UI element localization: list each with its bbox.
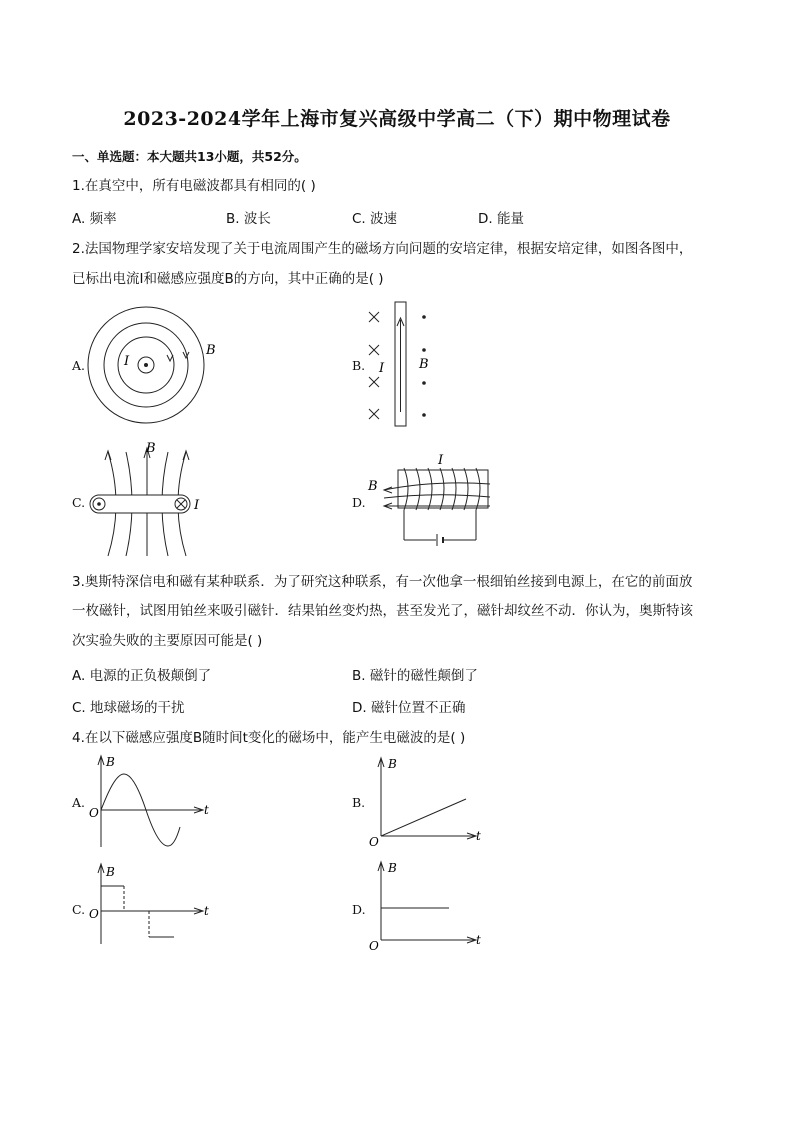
- q4-stem: 4.在以下磁感应强度B随时间t变化的磁场中，能产生电磁波的是( ): [72, 730, 466, 746]
- q2-figure-b: [364, 300, 444, 430]
- q4-label-c[interactable]: C.: [72, 902, 86, 917]
- q2-label-d[interactable]: D.: [352, 495, 366, 510]
- q2-stem-line1: 2.法国物理学家安培发现了关于电流周围产生的磁场方向问题的安培定律，根据安培定律，如图各图中，: [72, 241, 693, 257]
- q2c-current-symbol: I: [194, 498, 200, 513]
- q2-stem-line2: 已标出电流I和磁感应强度B的方向，其中正确的是( ): [72, 271, 384, 287]
- q2d-current-symbol: I: [438, 453, 444, 468]
- q4-graph-b: [366, 754, 496, 850]
- q4d-x-axis-label: t: [476, 933, 481, 947]
- q4b-origin-label: O: [369, 835, 379, 849]
- q1-option-c[interactable]: C. 波速: [352, 211, 398, 227]
- q2b-current-symbol: I: [379, 361, 385, 376]
- q4-graph-a: [86, 752, 216, 852]
- section-heading: 一、单选题：本大题共13小题，共52分。: [72, 149, 307, 164]
- q4-label-d[interactable]: D.: [352, 902, 366, 917]
- q3-option-a[interactable]: A. 电源的正负极颠倒了: [72, 668, 212, 684]
- q4b-x-axis-label: t: [476, 829, 481, 843]
- q3-option-c[interactable]: C. 地球磁场的干扰: [72, 700, 185, 716]
- q2-label-b[interactable]: B.: [352, 358, 366, 373]
- q3-option-b[interactable]: B. 磁针的磁性颠倒了: [352, 668, 478, 684]
- q2-label-c[interactable]: C.: [72, 495, 86, 510]
- q3-stem-line1: 3.奥斯特深信电和磁有某种联系．为了研究这种联系，有一次他拿一根细铂丝接到电源上，在它的前面放: [72, 574, 693, 590]
- q2-figure-c: [86, 438, 216, 560]
- q1-option-d[interactable]: D. 能量: [478, 211, 524, 227]
- q2-label-a[interactable]: A.: [72, 358, 86, 373]
- exam-title: 2023-2024学年上海市复兴高级中学高二（下）期中物理试卷: [123, 108, 671, 130]
- q4a-x-axis-label: t: [204, 803, 209, 817]
- q4a-origin-label: O: [89, 806, 99, 820]
- q4d-y-axis-label: B: [388, 861, 397, 875]
- q2a-field-symbol: B: [206, 343, 216, 358]
- q4-graph-c: [86, 860, 216, 948]
- q4-label-a[interactable]: A.: [72, 795, 86, 810]
- q4c-y-axis-label: B: [106, 865, 115, 879]
- q4a-y-axis-label: B: [106, 755, 115, 769]
- q3-stem-line2: 一枚磁针，试图用铂丝来吸引磁针．结果铂丝变灼热，甚至发光了，磁针却纹丝不动．你认为，奥斯特该: [72, 603, 693, 619]
- q3-stem-line3: 次实验失败的主要原因可能是( ): [72, 633, 263, 649]
- q1-stem: 1.在真空中，所有电磁波都具有相同的( ): [72, 178, 316, 194]
- q4c-origin-label: O: [89, 907, 99, 921]
- q4-label-b[interactable]: B.: [352, 795, 366, 810]
- q2a-current-symbol: I: [124, 354, 130, 369]
- q4b-y-axis-label: B: [388, 757, 397, 771]
- q2-figure-d: [364, 452, 494, 552]
- q4-graph-d: [366, 858, 496, 954]
- q2c-field-symbol: B: [146, 441, 156, 456]
- q4c-x-axis-label: t: [204, 904, 209, 918]
- q1-option-a[interactable]: A. 频率: [72, 211, 117, 227]
- q2b-field-symbol: B: [419, 357, 429, 372]
- q3-option-d[interactable]: D. 磁针位置不正确: [352, 700, 466, 716]
- q4d-origin-label: O: [369, 939, 379, 953]
- q1-option-b[interactable]: B. 波长: [226, 211, 271, 227]
- q2d-field-symbol: B: [368, 479, 378, 494]
- q2-figure-a: [86, 302, 226, 427]
